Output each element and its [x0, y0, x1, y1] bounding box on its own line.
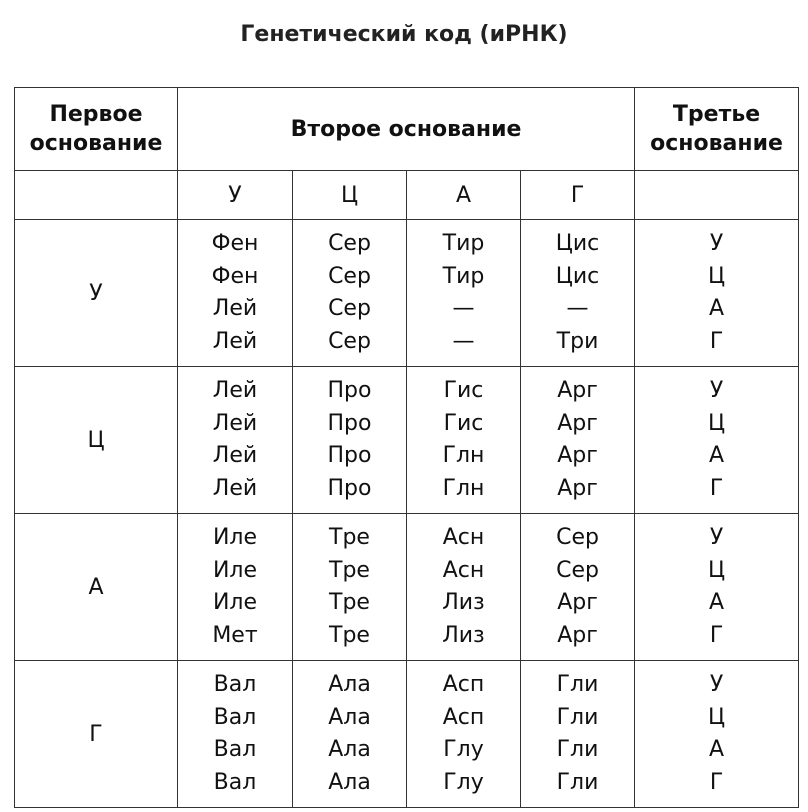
amino-acid-cell — [178, 220, 293, 367]
amino-acid: Про — [327, 410, 372, 436]
empty-cell — [15, 171, 178, 220]
third-base-label: У — [709, 672, 724, 697]
third-base-label: Ц — [708, 704, 726, 730]
third-base-header-line: основание — [650, 131, 783, 156]
amino-acid: Арг — [557, 378, 598, 403]
amino-acid: Гли — [556, 672, 599, 697]
amino-acid: Гли — [556, 769, 599, 795]
third-base-label: Г — [709, 328, 724, 354]
third-base-label: Г — [709, 769, 724, 795]
amino-acid: Тир — [442, 263, 485, 289]
amino-acid: Вал — [213, 704, 257, 730]
amino-acid: Ала — [328, 737, 371, 762]
amino-acid-cell — [293, 514, 407, 661]
amino-acid: Вал — [213, 769, 257, 795]
amino-acid: — — [452, 328, 475, 354]
amino-acid: Цис — [555, 263, 600, 289]
third-base-label: Ц — [708, 263, 726, 289]
third-base-label: А — [709, 296, 725, 321]
third-base-label: А — [709, 737, 725, 762]
amino-acid-cell — [407, 514, 521, 661]
second-base-label: А — [407, 171, 521, 220]
empty-cell — [635, 171, 799, 220]
amino-acid-cell — [407, 367, 521, 514]
amino-acid: Ала — [328, 704, 371, 730]
amino-acid: Арг — [557, 590, 598, 615]
amino-acid: Лей — [212, 378, 258, 403]
amino-acid: Лиз — [442, 622, 485, 648]
amino-acid: Сер — [556, 557, 599, 583]
codon-group-row — [15, 220, 799, 367]
amino-acid: Вал — [213, 737, 257, 762]
amino-acid: Глн — [442, 443, 485, 468]
third-base-label: У — [709, 378, 724, 403]
third-base-cell — [635, 367, 799, 514]
amino-acid: Три — [556, 328, 599, 354]
amino-acid: Фен — [211, 263, 259, 289]
amino-acid-cell — [293, 220, 407, 367]
amino-acid-cell — [407, 220, 521, 367]
amino-acid: Гис — [443, 410, 484, 436]
amino-acid: Глу — [443, 737, 484, 762]
codon-group-row — [15, 367, 799, 514]
amino-acid: Иле — [212, 525, 258, 550]
amino-acid: Тре — [329, 590, 370, 615]
header-row — [15, 88, 799, 171]
amino-acid: Тре — [329, 525, 370, 550]
amino-acid-cell — [178, 514, 293, 661]
codon-group-row — [15, 514, 799, 661]
first-base-label: Ц — [15, 367, 178, 514]
amino-acid-cell — [521, 514, 635, 661]
amino-acid: Иле — [212, 557, 258, 583]
third-base-label: А — [709, 590, 725, 615]
amino-acid: Арг — [557, 410, 598, 436]
amino-acid: Про — [327, 443, 372, 468]
second-base-row — [15, 171, 799, 220]
amino-acid-cell — [407, 661, 521, 808]
third-base-header — [635, 88, 799, 171]
amino-acid: Мет — [212, 622, 258, 648]
first-base-header — [15, 88, 178, 171]
first-base-header-line: Первое — [49, 102, 143, 127]
amino-acid: Про — [327, 378, 372, 403]
first-base-label: А — [15, 514, 178, 661]
amino-acid: Тре — [329, 622, 370, 648]
first-base-label: У — [15, 220, 178, 367]
page-title: Генетический код (иРНК) — [240, 22, 568, 47]
amino-acid: Гис — [443, 378, 484, 403]
amino-acid: Асн — [442, 557, 485, 583]
amino-acid: Гли — [556, 704, 599, 730]
amino-acid: Вал — [213, 672, 257, 697]
second-base-label: Ц — [293, 171, 407, 220]
third-base-label: А — [709, 443, 725, 468]
amino-acid-cell — [521, 220, 635, 367]
amino-acid: Асп — [442, 672, 485, 697]
amino-acid-cell — [521, 367, 635, 514]
third-base-label: Г — [709, 622, 724, 648]
amino-acid: Лей — [212, 328, 258, 354]
second-base-label: Г — [521, 171, 635, 220]
amino-acid: Арг — [557, 475, 598, 501]
amino-acid: Тир — [442, 231, 485, 256]
amino-acid: Глу — [443, 769, 484, 795]
amino-acid: Глн — [442, 475, 485, 501]
third-base-cell — [635, 514, 799, 661]
amino-acid: Лей — [212, 296, 258, 321]
third-base-label: Г — [709, 475, 724, 501]
amino-acid: Арг — [557, 622, 598, 648]
amino-acid-cell — [521, 661, 635, 808]
first-base-label: Г — [15, 661, 178, 808]
first-base-header-line: основание — [29, 131, 163, 156]
amino-acid-cell — [293, 661, 407, 808]
amino-acid: Про — [327, 475, 372, 501]
amino-acid: — — [452, 296, 475, 321]
amino-acid: Ала — [328, 769, 371, 795]
amino-acid: Асп — [442, 704, 485, 730]
amino-acid: Лей — [212, 443, 258, 468]
third-base-label: Ц — [708, 557, 726, 583]
genetic-code-table — [14, 87, 799, 808]
third-base-label: У — [709, 525, 724, 550]
third-base-label: Ц — [708, 410, 726, 436]
amino-acid: Сер — [328, 296, 371, 321]
third-base-cell — [635, 661, 799, 808]
amino-acid: Сер — [556, 525, 599, 550]
codon-group-row — [15, 661, 799, 808]
amino-acid: Гли — [556, 737, 599, 762]
amino-acid: Сер — [328, 328, 371, 354]
amino-acid: Лиз — [442, 590, 485, 615]
amino-acid: Цис — [555, 231, 600, 256]
amino-acid: Сер — [328, 263, 371, 289]
amino-acid-cell — [178, 367, 293, 514]
amino-acid: Арг — [557, 443, 598, 468]
amino-acid: Фен — [211, 231, 259, 256]
amino-acid: Иле — [212, 590, 258, 615]
amino-acid: Ала — [328, 672, 371, 697]
second-base-header: Второе основание — [178, 88, 635, 171]
amino-acid: — — [566, 296, 589, 321]
amino-acid: Тре — [329, 557, 370, 583]
amino-acid: Сер — [328, 231, 371, 256]
amino-acid-cell — [178, 661, 293, 808]
amino-acid-cell — [293, 367, 407, 514]
second-base-label: У — [178, 171, 293, 220]
third-base-cell — [635, 220, 799, 367]
third-base-header-line: Третье — [672, 102, 761, 127]
amino-acid: Лей — [212, 410, 258, 436]
amino-acid: Асн — [442, 525, 485, 550]
third-base-label: У — [709, 231, 724, 256]
amino-acid: Лей — [212, 475, 258, 501]
